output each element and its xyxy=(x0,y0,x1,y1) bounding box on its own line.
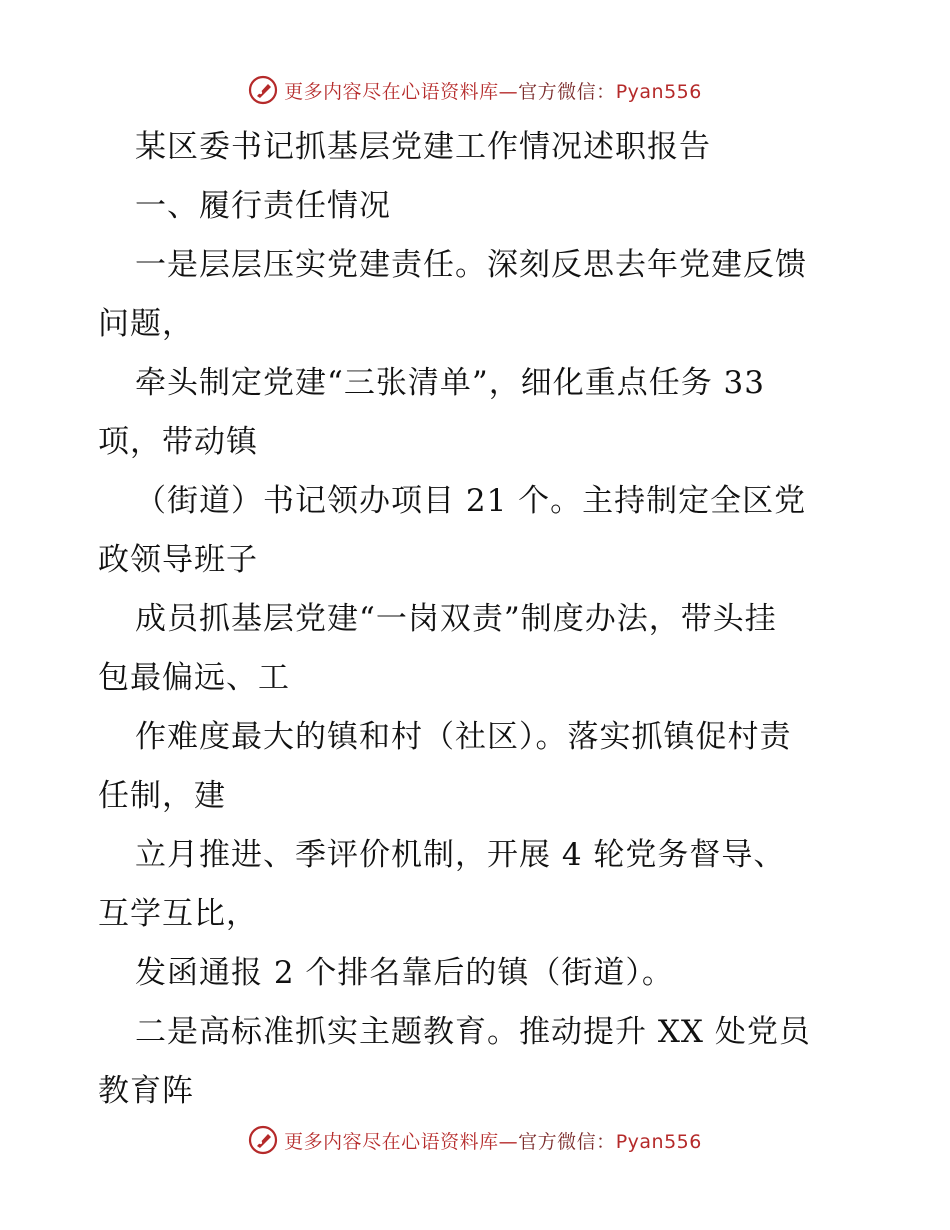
paragraph-line: 问题， xyxy=(98,306,194,342)
watermark-text: 更多内容尽在心语资料库—官方微信：Pyan556 xyxy=(284,80,702,103)
pen-nib-circle-icon xyxy=(248,1125,278,1155)
document-body xyxy=(98,118,858,1121)
pen-nib-circle-icon xyxy=(248,75,278,105)
paragraph-line: 一是层层压实党建责任。深刻反思去年党建反馈 xyxy=(135,247,807,283)
paragraph-line: 项，带动镇 xyxy=(98,424,258,460)
paragraph-line: 任制，建 xyxy=(98,778,226,814)
paragraph-line: 作难度最大的镇和村（社区）。落实抓镇促村责 xyxy=(135,719,792,755)
footer-watermark xyxy=(0,1120,950,1160)
watermark-text: 更多内容尽在心语资料库—官方微信：Pyan556 xyxy=(284,1130,702,1153)
paragraph-line: 一、履行责任情况 xyxy=(135,188,391,224)
paragraph-line: 政领导班子 xyxy=(98,542,258,578)
document-title: 某区委书记抓基层党建工作情况述职报告 xyxy=(135,129,711,165)
paragraph-line: （街道）书记领办项目 21 个。主持制定全区党 xyxy=(135,483,807,519)
paragraph-line: 发函通报 2 个排名靠后的镇（街道）。 xyxy=(135,955,674,991)
paragraph-line: 成员抓基层党建“一岗双责”制度办法，带头挂 xyxy=(135,601,777,637)
paragraph-line: 包最偏远、工 xyxy=(98,660,290,696)
paragraph-line: 互学互比， xyxy=(98,896,258,932)
paragraph-line: 教育阵 xyxy=(98,1073,194,1109)
header-watermark xyxy=(0,70,950,110)
paragraph-line: 二是高标准抓实主题教育。推动提升 XX 处党员 xyxy=(135,1014,811,1050)
paragraph-line: 立月推进、季评价机制，开展 4 轮党务督导、 xyxy=(135,837,786,873)
paragraph-line: 牵头制定党建“三张清单”，细化重点任务 33 xyxy=(135,365,765,401)
